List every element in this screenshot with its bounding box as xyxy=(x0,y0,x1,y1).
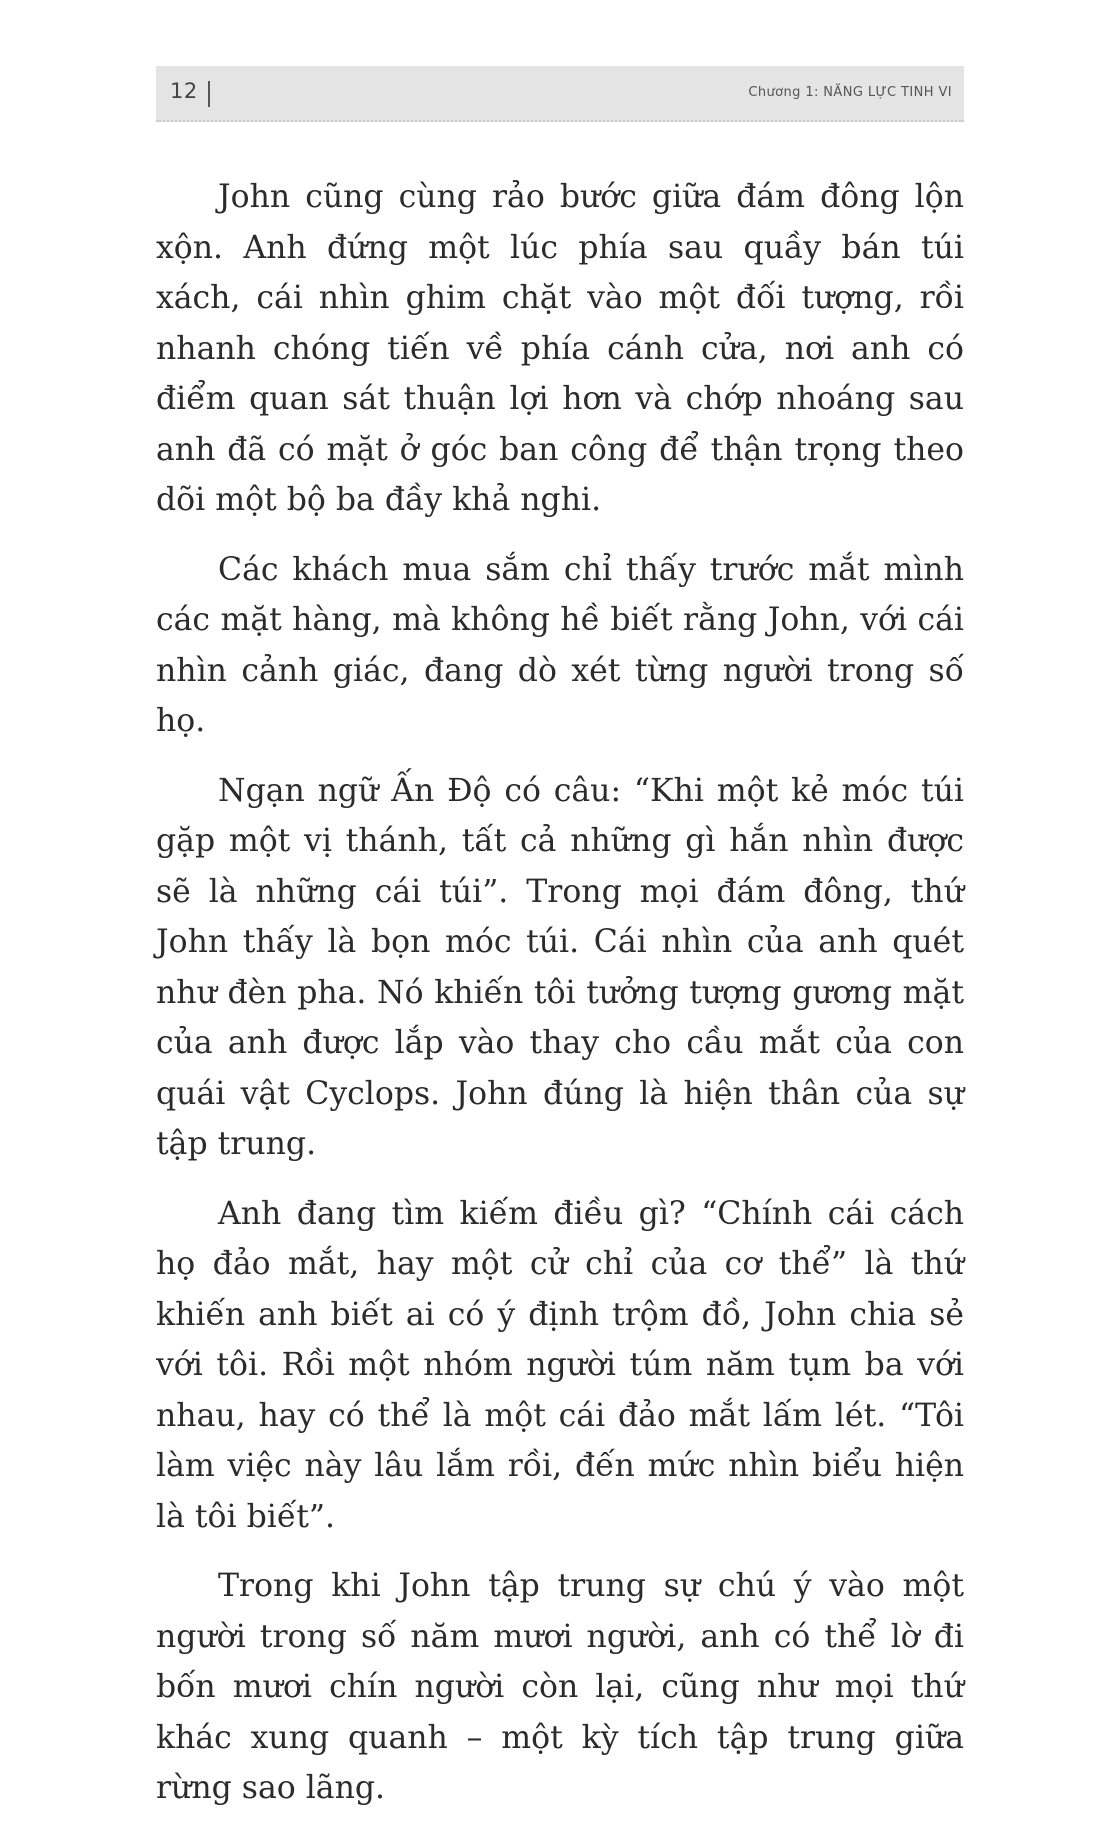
body-text xyxy=(156,172,964,1833)
page-number: 12 xyxy=(170,79,198,103)
paragraph: Anh đang tìm kiếm điều gì? “Chính cái cách họ đảo mắt, hay một cử chỉ của cơ thể” là thứ khiến anh biết ai có ý định trộm đồ, John chia sẻ với tôi. Rồi một nhóm người túm năm tụm ba với nhau, hay có thể là một cái đảo mắt lấm lét. “Tôi làm việc này lâu lắm rồi, đến mức nhìn biểu hiện là tôi biết”. xyxy=(156,1195,964,1535)
header-divider xyxy=(208,81,210,107)
paragraph: John cũng cùng rảo bước giữa đám đông lộn xộn. Anh đứng một lúc phía sau quầy bán túi xách, cái nhìn ghim chặt vào một đối tượng, rồi nhanh chóng tiến về phía cánh cửa, nơi anh có điểm quan sát thuận lợi hơn và chớp nhoáng sau anh đã có mặt ở góc ban công để thận trọng theo dõi một bộ ba đầy khả nghi. xyxy=(156,179,964,518)
chapter-title: Chương 1: NĂNG LỰC TINH VI xyxy=(748,85,952,100)
running-header xyxy=(156,66,964,122)
paragraph: Trong khi John tập trung sự chú ý vào một người trong số năm mươi người, anh có thể lờ đi bốn mươi chín người còn lại, cũng như mọi thứ khác xung quanh – một kỳ tích tập trung giữa rừng sao lãng. xyxy=(156,1568,964,1806)
paragraph: Ngạn ngữ Ấn Độ có câu: “Khi một kẻ móc túi gặp một vị thánh, tất cả những gì hắn nhìn được sẽ là những cái túi”. Trong mọi đám đông, thứ John thấy là bọn móc túi. Cái nhìn của anh quét như đèn pha. Nó khiến tôi tưởng tượng gương mặt của anh được lắp vào thay cho cầu mắt của con quái vật Cyclops. John đúng là hiện thân của sự tập trung. xyxy=(156,772,964,1162)
paragraph: Các khách mua sắm chỉ thấy trước mắt mình các mặt hàng, mà không hề biết rằng John, với cái nhìn cảnh giác, đang dò xét từng người trong số họ. xyxy=(156,551,964,739)
